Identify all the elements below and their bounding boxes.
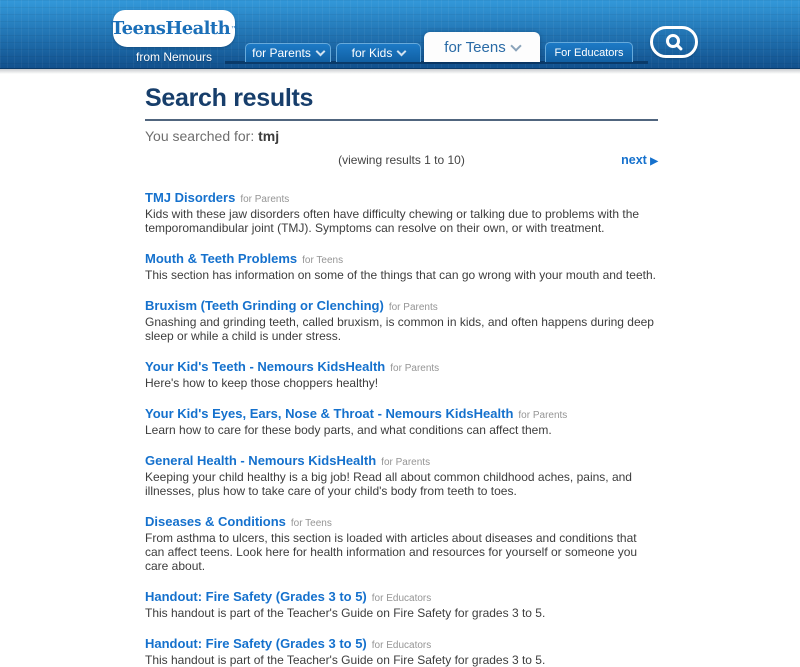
viewing-range-text: (viewing results 1 to 10)	[338, 153, 465, 167]
result-title-link[interactable]: General Health - Nemours KidsHealth	[145, 453, 377, 468]
teenshealth-logo[interactable]	[110, 10, 239, 64]
logo-ribbon	[110, 10, 238, 47]
result-title-link[interactable]: Mouth & Teeth Problems	[145, 251, 298, 266]
search-result-item	[145, 405, 658, 437]
search-result-item	[145, 452, 658, 498]
trademark-symbol: ™	[231, 25, 238, 32]
result-description: This section has information on some of the things that can go wrong with your mouth and teeth.	[145, 268, 656, 282]
result-description: This handout is part of the Teacher's Guide on Fire Safety for grades 3 to 5.	[145, 653, 546, 667]
result-description: Gnashing and grinding teeth, called bruxism, is common in kids, and often happens during deep sleep or while a child is under stress.	[145, 315, 654, 343]
result-audience-label: for Teens	[290, 518, 332, 529]
result-audience-label: for Educators	[371, 640, 432, 651]
result-description: Kids with these jaw disorders often have difficulty chewing or talking due to problems with the temporomandibular joint (TMJ). Symptoms can resolve on their own, or with treatment.	[145, 207, 640, 235]
result-audience-label: for Parents	[390, 363, 440, 374]
result-title-link[interactable]: TMJ Disorders	[145, 190, 236, 205]
search-term: tmj	[258, 128, 280, 144]
result-title-link[interactable]: Handout: Fire Safety (Grades 3 to 5)	[145, 636, 367, 651]
search-result-item	[145, 635, 658, 667]
result-description: Keeping your child healthy is a big job! Read all about common childhood aches, pains, and illnesses, plus how to take care of your child's body from teeth to toes.	[145, 470, 632, 498]
searched-for-label: You searched for:	[145, 128, 255, 144]
result-audience-label: for Parents	[518, 410, 568, 421]
search-button[interactable]	[650, 26, 698, 58]
result-audience-label: for Parents	[388, 302, 438, 313]
result-description: From asthma to ulcers, this section is loaded with articles about diseases and conditions that can affect teens. Look here for health information and resources for yourself or someone you care about.	[145, 531, 638, 573]
search-results-main	[145, 69, 658, 667]
search-result-item	[145, 189, 658, 235]
result-audience-label: for Parents	[240, 194, 290, 205]
site-header	[0, 0, 800, 69]
result-audience-label: for Parents	[381, 457, 431, 468]
chevron-down-icon	[315, 47, 325, 57]
logo-brand-text: TeensHealth	[110, 18, 231, 39]
search-result-item	[145, 588, 658, 620]
result-audience-label: for Teens	[302, 255, 344, 266]
tab-for-teens[interactable]: for Teens	[424, 32, 540, 62]
pagination-row	[145, 153, 658, 168]
result-title-link[interactable]: Bruxism (Teeth Grinding or Clenching)	[145, 298, 384, 313]
result-title-link[interactable]: Your Kid's Eyes, Ears, Nose & Throat - Nemours KidsHealth	[145, 406, 514, 421]
result-audience-label: for Educators	[371, 593, 432, 604]
page-title: Search results	[145, 84, 314, 112]
searched-for-line	[145, 128, 658, 144]
search-result-item	[145, 250, 658, 282]
result-title-link[interactable]: Your Kid's Teeth - Nemours KidsHealth	[145, 359, 386, 374]
result-title-link[interactable]: Diseases & Conditions	[145, 514, 286, 529]
tab-for-parents[interactable]: for Parents	[245, 43, 331, 62]
search-icon	[664, 32, 684, 52]
search-result-item	[145, 297, 658, 343]
result-description: This handout is part of the Teacher's Guide on Fire Safety for grades 3 to 5.	[145, 606, 546, 620]
search-result-item	[145, 358, 658, 390]
tab-for-kids[interactable]: for Kids	[336, 43, 421, 62]
search-result-item	[145, 513, 658, 573]
chevron-down-icon	[510, 40, 521, 51]
next-page-link[interactable]: next ▶	[621, 153, 658, 167]
results-list	[145, 189, 658, 667]
result-title-link[interactable]: Handout: Fire Safety (Grades 3 to 5)	[145, 589, 367, 604]
logo-tagline: from Nemours	[135, 50, 212, 64]
tab-for-educators[interactable]: For Educators	[545, 42, 633, 62]
result-description: Here's how to keep those choppers healthy!	[145, 376, 379, 390]
next-arrow-icon: ▶	[650, 156, 658, 167]
title-divider	[145, 119, 658, 121]
chevron-down-icon	[397, 47, 407, 57]
result-description: Learn how to care for these body parts, and what conditions can affect them.	[145, 423, 552, 437]
